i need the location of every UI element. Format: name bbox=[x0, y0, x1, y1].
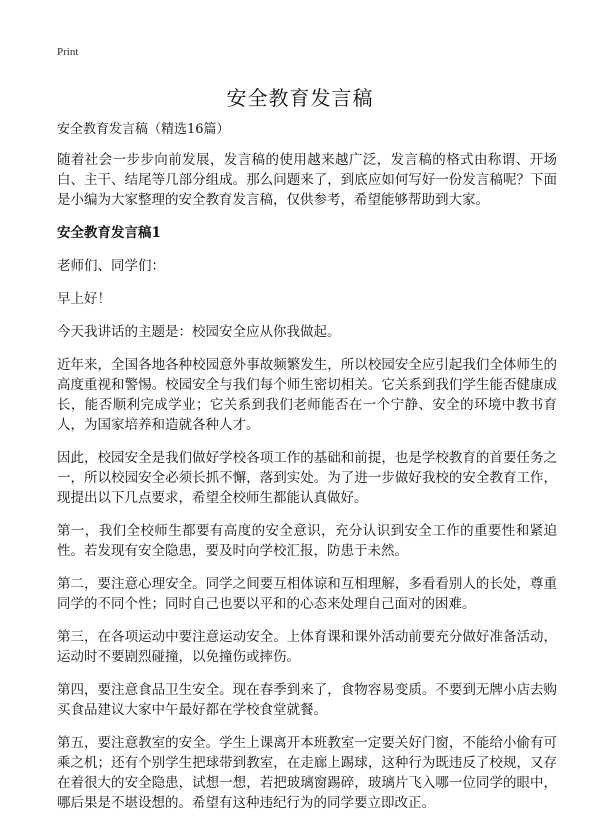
body-paragraph: 第五，要注意教室的安全。学生上课离开本班教室一定要关好门窗，不能给小偷有可乘之机；还有个别学生把球带到教室，在走廊上踢球，这种行为既违反了校规，又存在着很大的安全隐患，试想一想，若把玻璃窗踢碎，玻璃片飞入哪一位同学的眼中，哪后果是不堪设想的。希望有这种违纪行为的同学要立即改正。 bbox=[57, 735, 557, 811]
document-subtitle: 安全教育发言稿（精选16篇） bbox=[57, 122, 230, 137]
body-paragraph: 第一，我们全校师生都要有高度的安全意识，充分认识到安全工作的重要性和紧迫性。若发现有安全隐患，要及时向学校汇报，防患于未然。 bbox=[57, 523, 557, 559]
greeting-paragraph: 早上好！ bbox=[57, 291, 111, 307]
print-link[interactable]: Print bbox=[57, 46, 79, 58]
section-heading: 安全教育发言稿1 bbox=[57, 225, 161, 241]
body-paragraph: 第二，要注意心理安全。同学之间要互相体谅和互相理解，多看看别人的长处，尊重同学的不同个性；同时自己也要以平和的心态来处理自己面对的困难。 bbox=[57, 576, 557, 612]
body-paragraph: 第四，要注意食品卫生安全。现在春季到来了，食物容易变质。不要到无牌小店去购买食品建议大家中午最好都在学校食堂就餐。 bbox=[57, 682, 557, 718]
body-paragraph: 第三，在各项运动中要注意运动安全。上体育课和课外活动前要充分做好准备活动，运动时不要剧烈碰撞，以免撞伤或摔伤。 bbox=[57, 629, 557, 665]
body-paragraph: 因此，校园安全是我们做好学校各项工作的基础和前提，也是学校教育的首要任务之一，所以校园安全必须长抓不懈，落到实处。为了进一步做好我校的安全教育工作，现提出以下几点要求，希望全校师生都能认真做好。 bbox=[57, 450, 557, 506]
body-paragraph: 近年来，全国各地各种校园意外事故频繁发生，所以校园安全应引起我们全体师生的高度重视和警惕。校园安全与我们每个师生密切相关。它关系到我们学生能否健康成长，能否顺利完成学业；它关系到我们老师能否在一个宁静、安全的环境中教书育人，为国家培养和造就各种人才。 bbox=[57, 357, 557, 433]
document-body bbox=[57, 121, 557, 826]
document-title: 安全教育发言稿 bbox=[226, 86, 374, 110]
topic-paragraph: 今天我讲话的主题是：校园安全应从你我做起。 bbox=[57, 324, 341, 340]
greeting-paragraph: 老师们、同学们： bbox=[57, 258, 165, 274]
intro-paragraph: 随着社会一步步向前发展，发言稿的使用越来越广泛，发言稿的格式由称谓、开场白、主干、结尾等几部分组成。那么问题来了，到底应如何写好一份发言稿呢？下面是小编为大家整理的安全教育发言稿，仅供参考，希望能够帮助到大家。 bbox=[57, 152, 557, 208]
